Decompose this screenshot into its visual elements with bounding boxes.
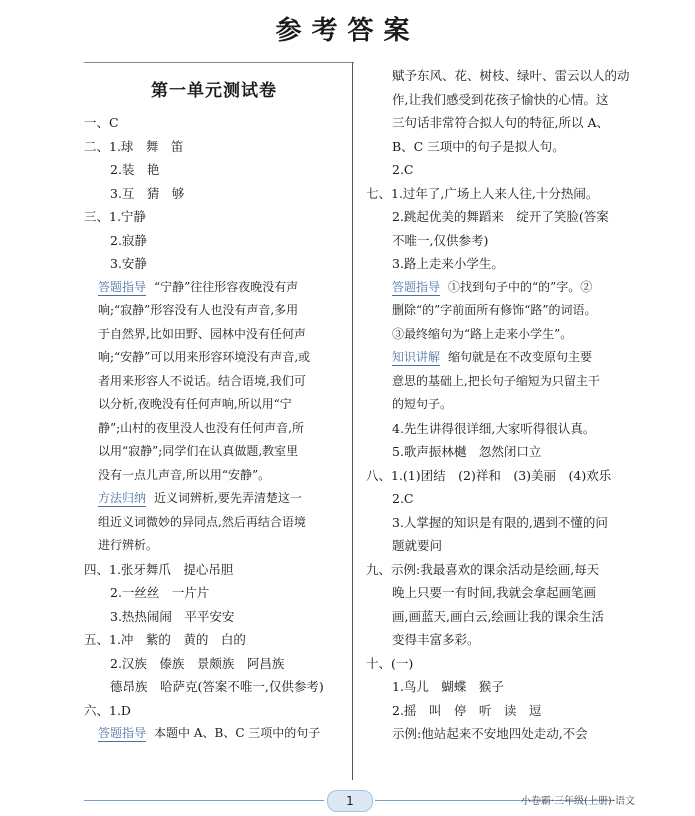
book-note: 小卷霸·三年级(上册)·语文 <box>520 796 635 807</box>
answer-line: 3.安静 <box>110 256 147 271</box>
tip-answer-guide <box>366 276 638 347</box>
page-title: 参考答案 <box>275 16 420 46</box>
answer-line: 四、1.张牙舞爪 提心吊胆 <box>84 561 234 577</box>
tip-text: 意思的基础上,把长句子缩短为只留主干 <box>392 373 600 388</box>
tip-text: 的短句子。 <box>392 397 453 411</box>
answer-line: 赋予东风、花、树枝、绿叶、雷云以人的动 <box>392 68 630 83</box>
tip-method-summary <box>84 487 344 558</box>
tip-knowledge <box>366 346 638 417</box>
tip-label: 方法归纳 <box>98 491 147 505</box>
right-column <box>366 64 638 746</box>
tip-text: 没有一点儿声音,所以用“安静”。 <box>98 467 271 482</box>
answer-line: 变得丰富多彩。 <box>392 632 480 647</box>
section-title: 第一单元测试卷 <box>151 81 277 101</box>
answer-line: 三、1.宁静 <box>84 209 146 224</box>
tip-text: 静”;山村的夜里没人也没有任何声音,所 <box>98 420 304 435</box>
answer-line: 德昂族 哈萨克(答案不唯一,仅供参考) <box>110 679 324 694</box>
tip-text: 响;“安静”可以用来形容环境没有声音,或 <box>98 350 311 364</box>
page-number: 1 <box>327 790 373 812</box>
tip-text: 近义词辨析,要先弄清楚这一 <box>154 491 302 505</box>
answer-line: 2.跳起优美的舞蹈来 绽开了笑脸(答案 <box>392 209 609 224</box>
answer-line: 五、1.冲 紫的 黄的 白的 <box>84 632 246 647</box>
tip-text: 组近义词微妙的异同点,然后再结合语境 <box>98 514 306 529</box>
answer-line: 作,让我们感受到花孩子愉快的心情。这 <box>392 91 609 107</box>
tip-text: 进行辨析。 <box>98 538 159 552</box>
tip-answer-guide <box>84 722 344 746</box>
tip-text: 缩句就是在不改变原句主要 <box>448 350 593 364</box>
tip-text: 本题中 A、B、C 三项中的句子 <box>154 726 321 740</box>
tip-label: 答题指导 <box>392 279 441 294</box>
left-column <box>84 70 344 746</box>
answer-line: 2.一丝丝 一片片 <box>110 585 210 600</box>
answer-line: 2.C <box>392 491 414 506</box>
answer-line: 题就要问 <box>392 538 443 553</box>
answer-line: B、C 三项中的句子是拟人句。 <box>392 138 565 154</box>
answer-line: 2.C <box>392 162 414 177</box>
tip-text: ③最终缩句为“路上走来小学生”。 <box>392 326 573 341</box>
tip-label: 答题指导 <box>98 279 147 294</box>
answer-line: 二、1.球 舞 笛 <box>84 138 184 154</box>
tip-answer-guide <box>84 276 344 488</box>
tip-text: 删除“的”字前面所有修饰“路”的词语。 <box>392 303 597 317</box>
answer-line: 3.互 猜 够 <box>110 185 185 201</box>
tip-text: 者用来形容人不说话。结合语境,我们可 <box>98 373 306 388</box>
tip-text: 以分析,夜晚没有任何声响,所以用“宁 <box>98 397 292 411</box>
answer-line: 十、(一) <box>366 655 414 671</box>
answer-line: 3.人掌握的知识是有限的,遇到不懂的问 <box>392 514 608 530</box>
answer-line: 2.摇 叫 停 听 读 逗 <box>392 702 542 718</box>
top-rule <box>84 62 354 63</box>
tip-label: 答题指导 <box>98 726 147 740</box>
answer-line: 八、1.(1)团结 (2)祥和 (3)美丽 (4)欢乐 <box>366 467 612 483</box>
tip-text: “宁静”往往形容夜晚没有声 <box>154 279 299 294</box>
answer-line: 2.装 艳 <box>110 162 160 177</box>
answer-line: 三句话非常符合拟人句的特征,所以 A、 <box>392 115 609 130</box>
answer-line: 1.鸟儿 蝴蝶 猴子 <box>392 679 504 694</box>
answer-line: 七、1.过年了,广场上人来人往,十分热闹。 <box>366 185 599 201</box>
tip-text: ①找到句子中的“的”字。② <box>448 279 593 294</box>
tip-label: 知识讲解 <box>392 350 441 364</box>
tip-text: 响;“寂静”形容没有人也没有声音,多用 <box>98 303 299 317</box>
answer-line: 晚上只要一有时间,我就会拿起画笔画 <box>392 585 596 600</box>
tip-text: 于自然界,比如田野、园林中没有任何声 <box>98 326 306 341</box>
answer-line: 3.热热闹闹 平平安安 <box>110 608 235 624</box>
answer-line: 九、示例:我最喜欢的课余活动是绘画,每天 <box>366 561 600 577</box>
answer-line: 2.寂静 <box>110 232 147 248</box>
answer-line: 一、C <box>84 115 119 130</box>
answer-line: 5.歌声振林樾 忽然闭口立 <box>392 444 542 459</box>
answer-line: 六、1.D <box>84 702 131 718</box>
tip-text: 以用“寂静”;同学们在认真做题,教室里 <box>98 444 299 458</box>
answer-line: 4.先生讲得很详细,大家听得很认真。 <box>392 420 596 436</box>
answer-line: 示例:他站起来不安地四处走动,不会 <box>392 726 588 741</box>
answer-line: 3.路上走来小学生。 <box>392 256 504 271</box>
answer-line: 2.汉族 傣族 景颇族 阿昌族 <box>110 655 285 671</box>
footer-rule-left <box>84 800 324 801</box>
answer-line: 不唯一,仅供参考) <box>392 232 489 248</box>
answer-line: 画,画蓝天,画白云,绘画让我的课余生活 <box>392 608 604 624</box>
column-divider <box>352 62 353 780</box>
